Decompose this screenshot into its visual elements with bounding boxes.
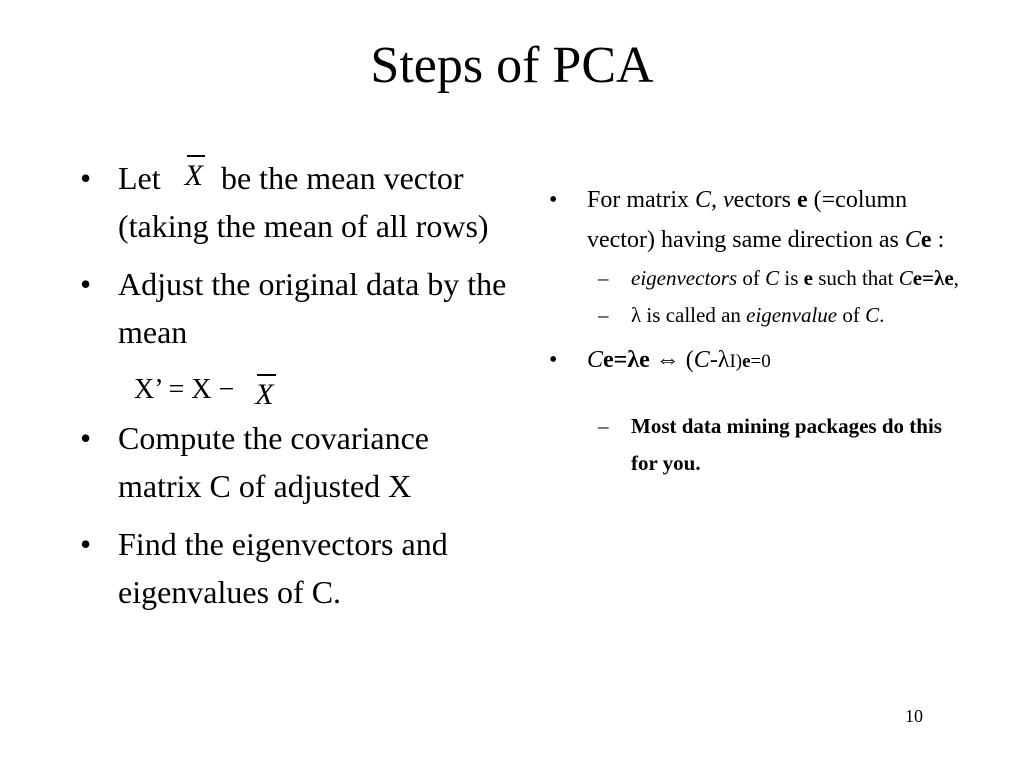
bullet-adjust-data: [76, 260, 516, 356]
mean-adjust-formula: [76, 366, 516, 414]
text-such-that: such that: [818, 266, 894, 290]
text-c: C: [898, 266, 913, 290]
text-for-matrix: For matrix: [587, 187, 689, 213]
left-bullet-list: [76, 154, 516, 626]
text-of: of: [842, 303, 860, 327]
bullet-eigen-equivalence: [546, 340, 966, 382]
text-e: e: [920, 227, 932, 253]
text-comma: ,: [953, 266, 959, 290]
text-c: C: [765, 266, 780, 290]
text-c: C: [904, 227, 921, 253]
text-of: of: [742, 266, 760, 290]
slide-title: Steps of PCA: [370, 37, 654, 94]
sub-dash: –: [598, 303, 609, 327]
text-is: is: [784, 266, 799, 290]
x-bar-symbol: X: [185, 155, 203, 191]
text-eigenvectors: eigenvectors: [631, 266, 738, 290]
text-eigen-equation: e=λe: [912, 266, 954, 290]
text-period: .: [879, 303, 885, 327]
text-e: e: [796, 187, 808, 213]
text-e: e: [742, 351, 751, 372]
bullet-text-let: Let: [118, 160, 161, 196]
sub-dash: –: [598, 414, 609, 438]
bullet-dot: •: [80, 420, 92, 456]
sub-eigenvalue: [546, 297, 966, 334]
bullet-matrix-vectors: [546, 180, 966, 260]
bullet-text-mean-vector: be the mean vector (taking the mean of all rows): [118, 160, 489, 244]
sub-dash: –: [598, 266, 609, 290]
text-eigen-equation: e=λe: [603, 347, 650, 373]
bullet-dot: •: [80, 526, 92, 562]
text-c-v: C, v: [695, 187, 734, 213]
text-eigenvalue: eigenvalue: [746, 303, 838, 327]
bullet-eigen: [76, 520, 516, 616]
text-e: e: [803, 266, 813, 290]
bullet-dot: •: [80, 160, 92, 196]
text-column-vector: (=column vector) having same direction as: [587, 187, 908, 253]
text-ectors: ectors: [733, 187, 791, 213]
text-colon: :: [937, 227, 945, 253]
sub-packages-note: [546, 408, 966, 482]
text-identity: I): [729, 351, 743, 372]
text-iff: ⇔ (: [649, 347, 694, 373]
bullet-dot: •: [549, 187, 558, 213]
text-c: C: [693, 347, 710, 373]
bullet-text-adjust: Adjust the original data by the mean: [118, 266, 507, 350]
bullet-dot: •: [80, 266, 92, 302]
text-equals-zero: =0: [750, 351, 771, 372]
right-bullet-list: [546, 180, 966, 482]
text-c: C: [865, 303, 880, 327]
bullet-dot: •: [549, 347, 558, 373]
text-lambda-called: λ is called an: [631, 303, 741, 327]
bullet-covariance: [76, 414, 516, 510]
text-minus-lambda: -λ: [709, 347, 730, 373]
text-packages-note: Most data mining packages do this for you.: [631, 414, 942, 475]
bullet-mean-vector: [76, 154, 516, 250]
sub-eigenvectors: [546, 260, 966, 297]
bullet-text-covariance: Compute the covariance matrix C of adjusted X: [118, 420, 429, 504]
formula-lhs: X’ = X −: [134, 374, 235, 405]
text-c: C: [587, 347, 604, 373]
bullet-text-eigen: Find the eigenvectors and eigenvalues of C.: [118, 526, 448, 610]
page-number: 10: [905, 706, 923, 726]
x-bar-symbol: X: [255, 374, 273, 410]
